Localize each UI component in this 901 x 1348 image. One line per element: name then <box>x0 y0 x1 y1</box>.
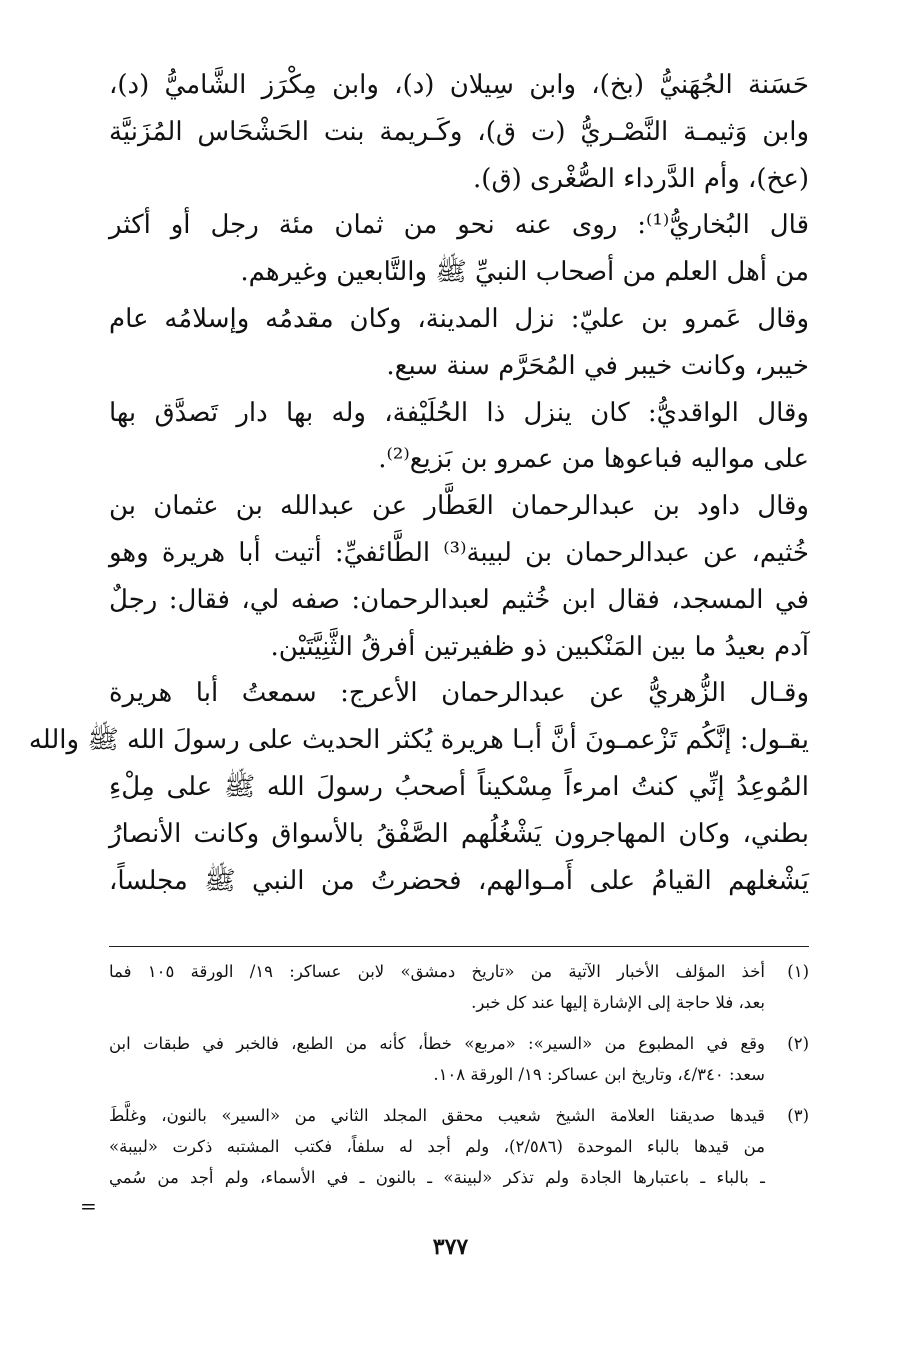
text-line: خيبر، وكانت خيبر في المُحَرَّم سنة سبع. <box>386 350 809 381</box>
footnote-number: (٢) <box>787 1034 809 1053</box>
text-line: يَشْغلهم القيامُ على أَمـوالهم، فحضرتُ من النبي ﷺ مجلساً، <box>109 865 809 896</box>
footnote-2-line <box>109 1059 809 1090</box>
continuation-mark: = <box>80 1194 97 1218</box>
text-line: في المسجد، فقال ابن خُثيم لعبدالرحمان: صفه لي، فقال: رجلٌ <box>109 584 809 615</box>
footnote-text: وقع في المطبوع من «السير»: «مربع» خطأ، كأنه من الطبع، فالخبر في طبقات ابن <box>109 1034 765 1053</box>
footnote-3-line <box>109 1162 809 1193</box>
text-line: يقـول: إنَّكُم تَزْعمـونَ أنَّ أبـا هريرة يُكثر الحديث على رسولَ الله ﷺ والله <box>28 725 809 756</box>
footnote-text: قيدها صديقنا العلامة الشيخ شعيب محقق المجلد الثاني من «السير» بالنون، وغلَّطَ <box>109 1106 765 1125</box>
page-number: ٣٧٧ <box>432 1234 469 1260</box>
footnote-2-line <box>109 1028 809 1059</box>
text-line: على مواليه فباعوها من عمرو بن بَزيع⁽²⁾. <box>378 444 809 475</box>
footnote-text: ـ بالباء ـ باعتبارها الجادة ولم تذكر «لبينة» ـ بالنون ـ في الأسماء، ولم أجد من سُمي <box>109 1168 765 1187</box>
footnote-3-line <box>109 1131 809 1162</box>
text-line: وقـال الزُّهريُّ عن عبدالرحمان الأعرج: سمعتُ أبا هريرة <box>109 678 809 709</box>
footnote-number: (١) <box>787 962 809 981</box>
footnote-1-line <box>109 987 809 1018</box>
footnote-separator <box>109 946 809 947</box>
footnote-text: سعد: ٤/٣٤٠، وتاريخ ابن عساكر: ١٩/ الورقة ١٠٨. <box>433 1065 765 1084</box>
text-line: حَسَنة الجُهَنيُّ (بخ)، وابن سِيلان (د)، وابن مِكْرَز الشَّاميُّ (د)، <box>109 70 809 100</box>
text-line: وقال الواقديُّ: كان ينزل ذا الحُلَيْفة، وله بها دار تَصدَّق بها <box>109 397 809 428</box>
footnote-text: أخذ المؤلف الأخبار الآتية من «تاريخ دمشق» لابن عساكر: ١٩/ الورقة ١٠٥ فما <box>109 962 765 981</box>
text-line: خُثيم، عن عبدالرحمان بن لبيبة⁽³⁾ الطَّائفيِّ: أتيت أبا هريرة وهو <box>109 537 809 568</box>
text-line: (عخ)، وأم الدَّرداء الصُّغْرى (ق). <box>473 163 809 194</box>
text-line: المُوعِدُ إنِّي كنتُ امرءاً مِسْكيناً أصحبُ رسولَ الله ﷺ على مِلْءِ <box>109 771 809 802</box>
main-text-body <box>28 62 809 904</box>
text-line: بطني، وكان المهاجرون يَشْغُلُهم الصَّفْقُ بالأسواق وكانت الأنصارُ <box>109 818 809 849</box>
text-line: وقال عَمرو بن عليّ: نزل المدينة، وكان مقدمُه وإسلامُه عام <box>109 303 809 334</box>
footnote-1-line <box>109 956 809 987</box>
footnote-number: (٣) <box>787 1106 809 1125</box>
text-line: آدم بعيدُ ما بين المَنْكبين ذو ظفيرتين أفرقُ الثَّنِيَّتَيْن. <box>270 631 809 662</box>
text-line: قال البُخاريُّ⁽¹⁾: روى عنه نحو من ثمان مئة رجل أو أكثر <box>109 210 809 241</box>
footnote-text: من قيدها بالباء الموحدة (٢/٥٨٦)، ولم أجد له سلفاً، فكتب المشتبه ذكرت «لبيبة» <box>109 1137 766 1156</box>
text-line: وقال داود بن عبدالرحمان العَطَّار عن عبدالله بن عثمان بن <box>109 491 809 522</box>
footnote-text: بعد، فلا حاجة إلى الإشارة إليها عند كل خبر. <box>471 993 765 1012</box>
footnotes <box>109 956 809 1193</box>
text-line: من أهل العلم من أصحاب النبيِّ ﷺ والتَّابعين وغيرهم. <box>240 257 809 288</box>
footnote-3-line <box>109 1100 809 1131</box>
text-line: وابن وَثيمـة النَّصْـريُّ (ت ق)، وكَـريمة بنت الحَشْحَاس المُزَنيَّة <box>109 116 809 147</box>
